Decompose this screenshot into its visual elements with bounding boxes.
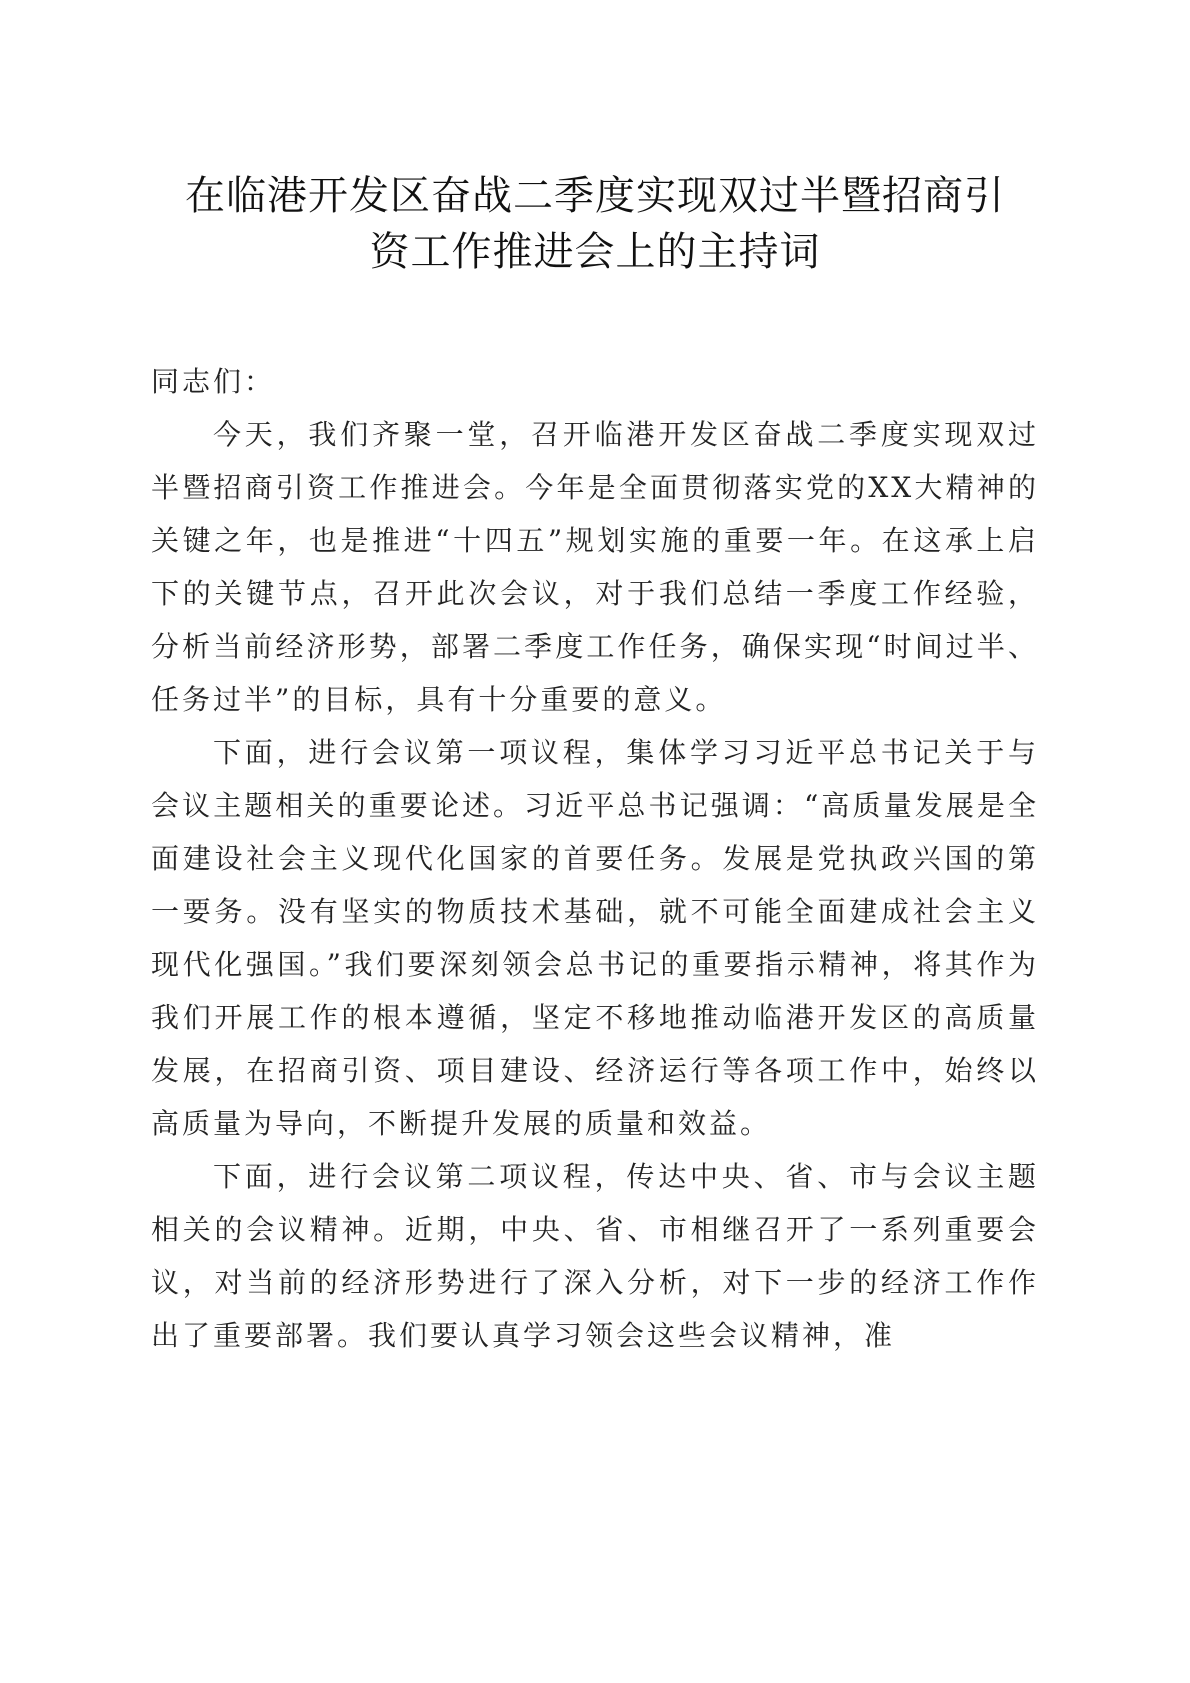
document-title-line-2: 资工作推进会上的主持词 xyxy=(369,229,821,275)
salutation: 同志们： xyxy=(151,365,276,398)
document-title-line-1: 在临港开发区奋战二季度实现双过半暨招商引 xyxy=(185,173,1005,219)
document-title xyxy=(130,168,1060,280)
paragraph-agenda-item-2: 下面，进行会议第二项议程，传达中央、省、市与会议主题相关的会议精神。近期，中央、省、市相继召开了一系列重要会议，对当前的经济形势进行了深入分析，对下一步的经济工作作出了重要部署。我们要认真学习领会这些会议精神，准 xyxy=(151,1160,1039,1352)
document-body xyxy=(151,355,1039,1362)
paragraph-agenda-item-1: 下面，进行会议第一项议程，集体学习习近平总书记关于与会议主题相关的重要论述。习近平总书记强调：“高质量发展是全面建设社会主义现代化国家的首要任务。发展是党执政兴国的第一要务。没有坚实的物质技术基础，就不可能全面建成社会主义现代化强国。”我们要深刻领会总书记的重要指示精神，将其作为我们开展工作的根本遵循，坚定不移地推动临港开发区的高质量发展，在招商引资、项目建设、经济运行等各项工作中，始终以高质量为导向，不断提升发展的质量和效益。 xyxy=(151,736,1039,1140)
paragraph-opening: 今天，我们齐聚一堂，召开临港开发区奋战二季度实现双过半暨招商引资工作推进会。今年是全面贯彻落实党的XX大精神的关键之年，也是推进“十四五”规划实施的重要一年。在这承上启下的关键节点，召开此次会议，对于我们总结一季度工作经验，分析当前经济形势，部署二季度工作任务，确保实现“时间过半、任务过半”的目标，具有十分重要的意义。 xyxy=(151,418,1039,716)
